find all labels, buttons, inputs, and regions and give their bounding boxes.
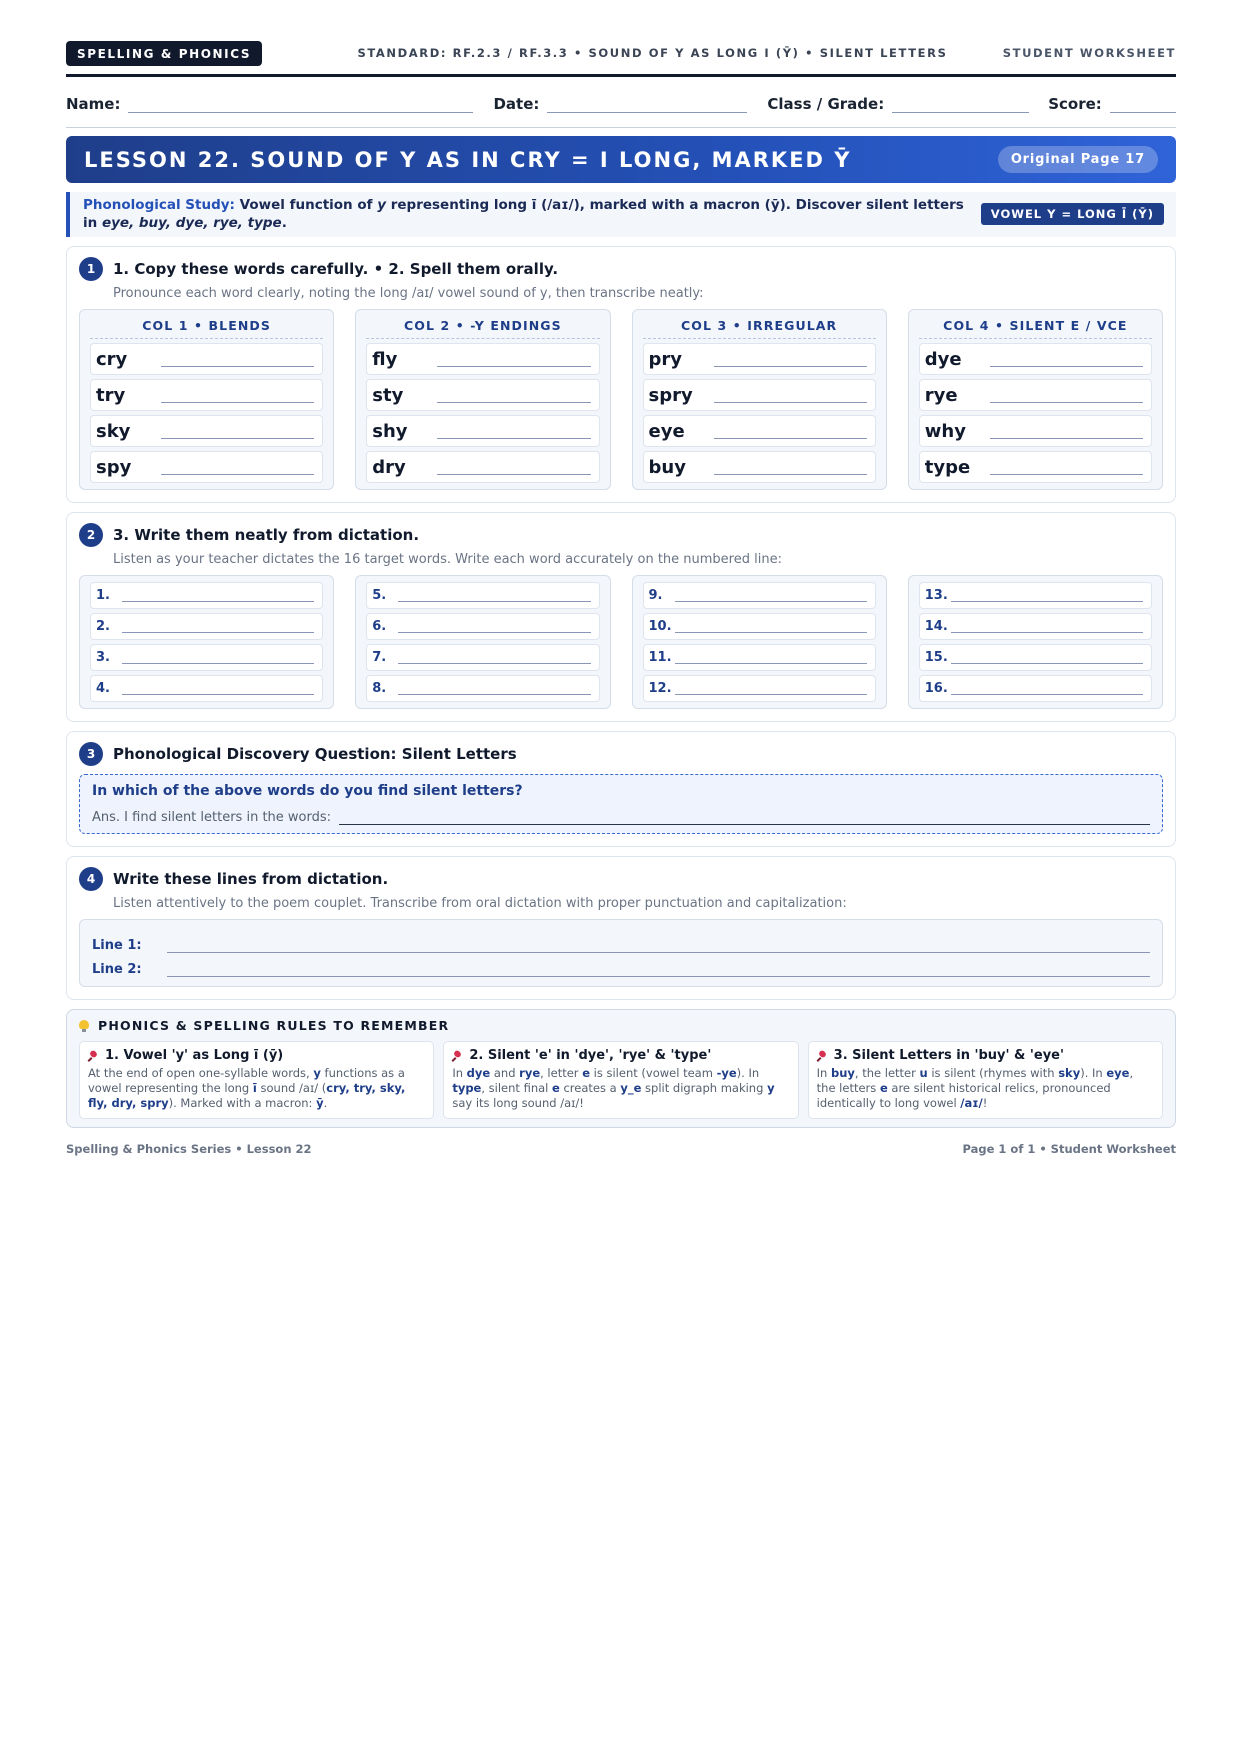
copy-line[interactable] <box>990 352 1143 367</box>
date-field[interactable] <box>547 99 747 113</box>
copy-line[interactable] <box>437 460 590 475</box>
section-dictation-lines <box>66 856 1176 1000</box>
section-title: Phonological Discovery Question: Silent Letters <box>113 745 517 763</box>
dictation-row <box>90 582 323 609</box>
dictation-column <box>908 575 1163 709</box>
line-number: 11. <box>648 650 672 665</box>
dictation-line[interactable] <box>122 683 314 695</box>
pushpin-icon <box>88 1051 98 1061</box>
copy-line[interactable] <box>714 388 867 403</box>
dictation-column <box>355 575 610 709</box>
dictation-line[interactable] <box>398 683 590 695</box>
score-label: Score: <box>1048 95 1102 113</box>
target-word: rye <box>924 384 958 406</box>
answer-line[interactable] <box>339 813 1150 825</box>
section-instructions: Listen attentively to the poem couplet. Transcribe from oral dictation with proper punctuation and capitalization: <box>113 896 847 911</box>
copy-line[interactable] <box>990 460 1143 475</box>
word-row <box>919 343 1152 375</box>
line-number: 10. <box>648 619 672 634</box>
line-number: 13. <box>924 588 948 603</box>
class-grade-label: Class / Grade: <box>767 95 885 113</box>
line-number: 15. <box>924 650 948 665</box>
question-text: In which of the above words do you find silent letters? <box>92 783 523 799</box>
rule-body: In buy, the letter u is silent (rhymes with sky). In eye, the letters e are silent historical relics, pronounced identically to long vowel /aɪ/! <box>816 1066 1134 1110</box>
word-row <box>643 379 876 411</box>
word-column <box>79 309 334 490</box>
copy-line[interactable] <box>437 424 590 439</box>
word-row <box>366 451 599 483</box>
dictation-row <box>90 675 323 702</box>
dictation-line[interactable] <box>675 590 867 602</box>
rules-box <box>66 1009 1176 1128</box>
poem-line-2[interactable] <box>167 967 1150 977</box>
dictation-line[interactable] <box>951 683 1143 695</box>
section-dictation-words <box>66 512 1176 722</box>
dictation-row <box>919 675 1152 702</box>
target-word: sty <box>372 384 404 406</box>
column-header: COL 2 • -Y ENDINGS <box>366 314 599 339</box>
dictation-column <box>79 575 334 709</box>
worksheet-page <box>66 40 1176 1156</box>
section-title: Write these lines from dictation. <box>113 870 389 888</box>
study-text: Phonological Study: Vowel function of y representing long ī (/aɪ/), marked with a macron (ȳ). Discover silent letters in eye, buy, dye, rye, type. <box>83 196 964 231</box>
target-word: eye <box>648 420 685 442</box>
copy-line[interactable] <box>714 352 867 367</box>
word-row <box>366 415 599 447</box>
section-title: 3. Write them neatly from dictation. <box>113 526 420 544</box>
dictation-line[interactable] <box>122 621 314 633</box>
question-box <box>79 774 1163 834</box>
dictation-line[interactable] <box>675 683 867 695</box>
copy-line[interactable] <box>990 424 1143 439</box>
section-title: 1. Copy these words carefully. • 2. Spell them orally. <box>113 260 559 278</box>
target-word: type <box>924 456 971 478</box>
name-field[interactable] <box>128 99 473 113</box>
dictation-row <box>643 644 876 671</box>
poem-line-1[interactable] <box>167 943 1150 953</box>
vowel-tag: VOWEL Y = LONG Ī (Ȳ) <box>981 203 1164 225</box>
date-label: Date: <box>493 95 540 113</box>
dictation-row <box>366 582 599 609</box>
target-word: cry <box>96 348 128 370</box>
line-label: Line 2: <box>92 962 142 977</box>
word-row <box>366 379 599 411</box>
rule-body: In dye and rye, letter e is silent (vowel team -ye). In type, silent final e creates a y_e split digraph making y say its long sound /aɪ/! <box>452 1066 775 1110</box>
target-word: dye <box>924 348 962 370</box>
pushpin-icon <box>452 1051 462 1061</box>
lightbulb-icon <box>79 1020 89 1032</box>
line-number: 6. <box>372 619 387 634</box>
section-instructions: Pronounce each word clearly, noting the long /aɪ/ vowel sound of y, then transcribe neatly: <box>113 286 704 301</box>
target-word: buy <box>648 456 686 478</box>
poem-line-row <box>92 953 1150 977</box>
section-number-badge: 3 <box>79 742 103 766</box>
target-word: shy <box>372 420 408 442</box>
poem-line-row <box>92 929 1150 953</box>
section-number-badge: 1 <box>79 257 103 281</box>
score-field[interactable] <box>1110 99 1176 113</box>
word-columns <box>79 309 1163 490</box>
section-copy-words <box>66 246 1176 503</box>
word-row <box>643 415 876 447</box>
dictation-line[interactable] <box>398 621 590 633</box>
target-word: pry <box>648 348 682 370</box>
word-column <box>908 309 1163 490</box>
word-row <box>919 415 1152 447</box>
word-row <box>366 343 599 375</box>
dictation-row <box>366 613 599 640</box>
rules-heading: PHONICS & SPELLING RULES TO REMEMBER <box>79 1018 1163 1033</box>
dictation-row <box>919 613 1152 640</box>
dictation-column <box>632 575 887 709</box>
rule-title: 1. Vowel 'y' as Long ī (ȳ) <box>88 1048 425 1063</box>
original-page-badge: Original Page 17 <box>998 146 1158 173</box>
target-word: fly <box>372 348 398 370</box>
dictation-row <box>366 675 599 702</box>
dictation-line[interactable] <box>951 621 1143 633</box>
line-number: 9. <box>648 588 663 603</box>
line-number: 1. <box>96 588 110 603</box>
dictation-row <box>919 582 1152 609</box>
line-number: 12. <box>648 681 672 696</box>
target-word: try <box>96 384 126 406</box>
phonological-study-box <box>66 192 1176 237</box>
copy-line[interactable] <box>161 388 314 403</box>
copy-line[interactable] <box>161 424 314 439</box>
word-row <box>919 451 1152 483</box>
page-footer <box>66 1142 1176 1156</box>
word-row <box>919 379 1152 411</box>
name-label: Name: <box>66 95 121 113</box>
word-row <box>90 379 323 411</box>
copy-line[interactable] <box>437 388 590 403</box>
top-bar <box>66 40 1176 66</box>
standard-label: STANDARD: RF.2.3 / RF.3.3 • SOUND OF Y AS LONG I (Ȳ) • SILENT LETTERS <box>357 46 948 60</box>
target-word: dry <box>372 456 406 478</box>
word-row <box>643 451 876 483</box>
line-number: 8. <box>372 681 387 696</box>
copy-line[interactable] <box>714 460 867 475</box>
column-header: COL 1 • BLENDS <box>90 314 323 339</box>
target-word: sky <box>96 420 131 442</box>
dictation-row <box>643 582 876 609</box>
rule-body: At the end of open one-syllable words, y functions as a vowel representing the long ī sound /aɪ/ (cry, try, sky, fly, dry, spry). Marked with a macron: ȳ. <box>88 1066 406 1110</box>
target-word: why <box>924 420 966 442</box>
dictation-row <box>90 644 323 671</box>
student-info-row <box>66 91 1176 113</box>
line-label: Line 1: <box>92 938 142 953</box>
line-number: 2. <box>96 619 110 634</box>
target-word: spry <box>648 384 693 406</box>
dictation-line[interactable] <box>122 652 314 664</box>
target-word: spy <box>96 456 132 478</box>
line-number: 16. <box>924 681 948 696</box>
word-row <box>90 415 323 447</box>
rule-title: 2. Silent 'e' in 'dye', 'rye' & 'type' <box>452 1048 789 1063</box>
dictation-columns <box>79 575 1163 709</box>
footer-page-info: Page 1 of 1 • Student Worksheet <box>962 1142 1176 1156</box>
dictation-line[interactable] <box>398 590 590 602</box>
word-column <box>632 309 887 490</box>
rule-card <box>443 1041 798 1119</box>
dictation-line[interactable] <box>951 652 1143 664</box>
lesson-title: LESSON 22. SOUND OF Y AS IN CRY = I LONG, MARKED Ȳ <box>84 147 852 172</box>
rule-cards <box>79 1041 1163 1119</box>
worksheet-kind: STUDENT WORKSHEET <box>1002 46 1176 60</box>
copy-line[interactable] <box>437 352 590 367</box>
dictation-row <box>90 613 323 640</box>
section-discovery-question <box>66 731 1176 847</box>
copy-line[interactable] <box>714 424 867 439</box>
rule-title: 3. Silent Letters in 'buy' & 'eye' <box>817 1048 1154 1063</box>
word-row <box>643 343 876 375</box>
top-divider <box>66 74 1176 77</box>
line-number: 14. <box>924 619 948 634</box>
lesson-banner <box>66 136 1176 183</box>
dictation-line[interactable] <box>675 652 867 664</box>
rule-card <box>79 1041 434 1119</box>
class-grade-field[interactable] <box>892 99 1029 113</box>
dictation-line[interactable] <box>122 590 314 602</box>
dictation-line[interactable] <box>951 590 1143 602</box>
dictation-row <box>919 644 1152 671</box>
copy-line[interactable] <box>990 388 1143 403</box>
info-divider <box>66 127 1176 128</box>
copy-line[interactable] <box>161 460 314 475</box>
line-number: 3. <box>96 650 110 665</box>
answer-label: Ans. I find silent letters in the words: <box>92 810 332 825</box>
dictation-line[interactable] <box>398 652 590 664</box>
footer-series: Spelling & Phonics Series • Lesson 22 <box>66 1142 312 1156</box>
line-number: 4. <box>96 681 110 696</box>
line-number: 7. <box>372 650 387 665</box>
line-number: 5. <box>372 588 387 603</box>
section-number-badge: 4 <box>79 867 103 891</box>
dictation-row <box>643 613 876 640</box>
column-header: COL 4 • SILENT E / VCE <box>919 314 1152 339</box>
dictation-row <box>366 644 599 671</box>
copy-line[interactable] <box>161 352 314 367</box>
word-row <box>90 343 323 375</box>
section-number-badge: 2 <box>79 523 103 547</box>
column-header: COL 3 • IRREGULAR <box>643 314 876 339</box>
section-instructions: Listen as your teacher dictates the 16 target words. Write each word accurately on the numbered line: <box>113 552 782 567</box>
rule-card <box>808 1041 1163 1119</box>
subject-badge: SPELLING & PHONICS <box>66 41 262 66</box>
dictation-line[interactable] <box>675 621 867 633</box>
pushpin-icon <box>817 1051 827 1061</box>
poem-lines-box <box>79 919 1163 987</box>
word-column <box>355 309 610 490</box>
word-row <box>90 451 323 483</box>
answer-row <box>92 810 1150 825</box>
dictation-row <box>643 675 876 702</box>
